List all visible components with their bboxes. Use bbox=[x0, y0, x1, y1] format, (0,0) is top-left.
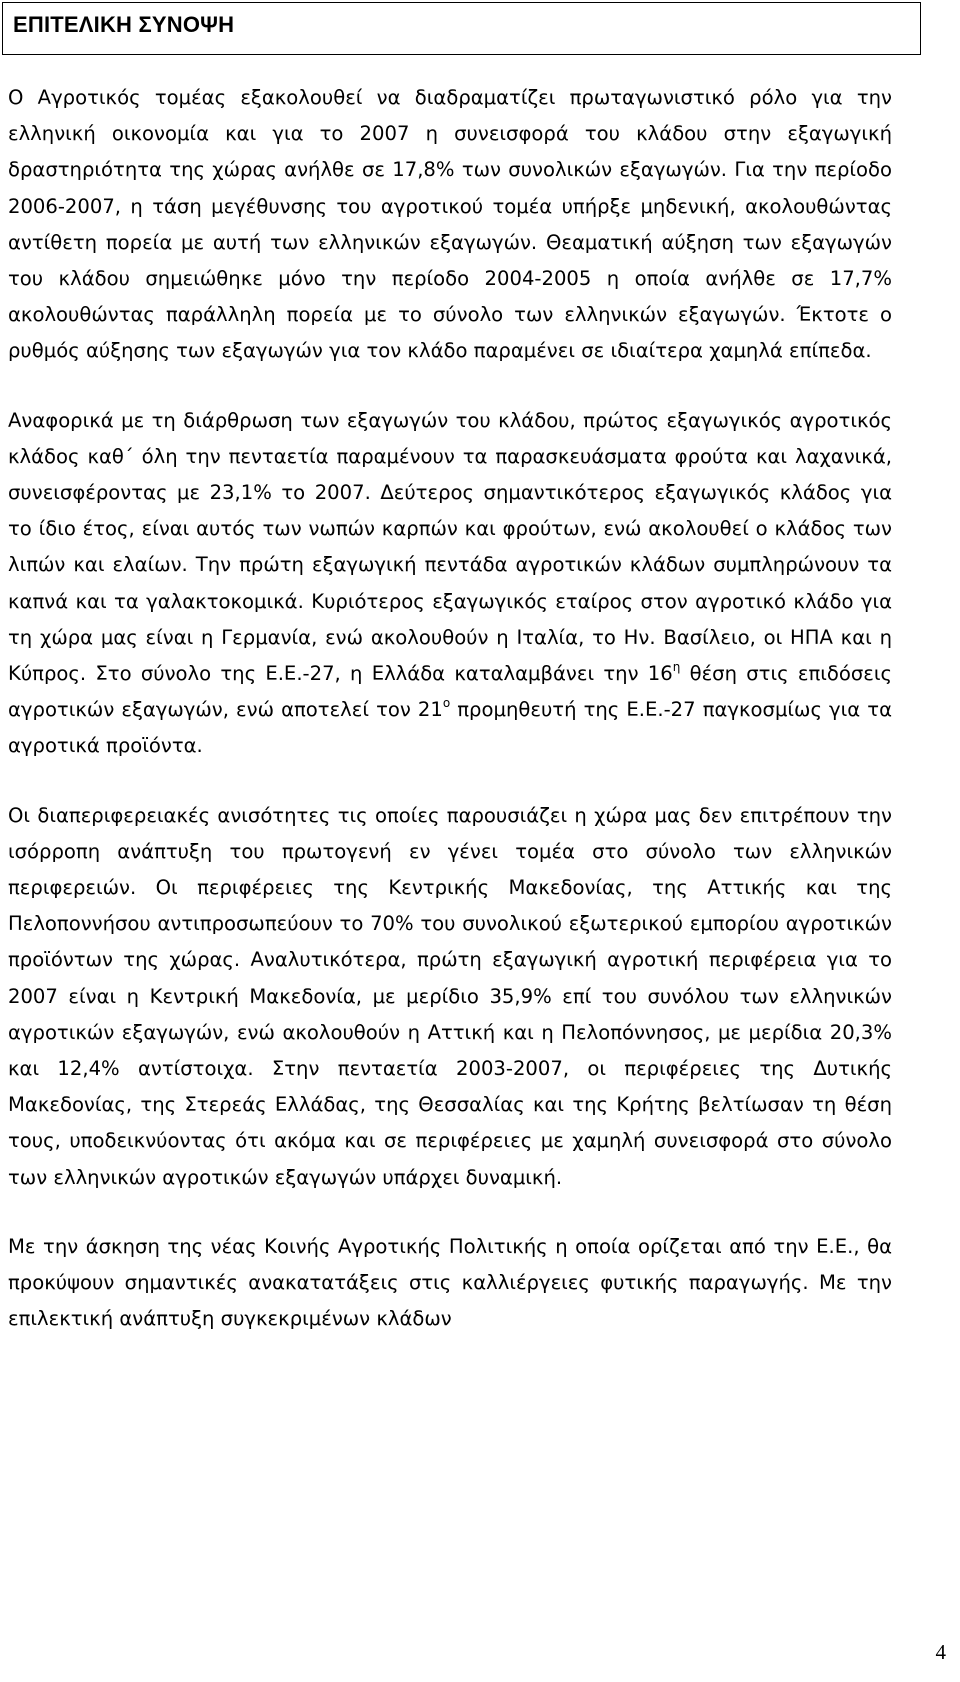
page-title: ΕΠΙΤΕΛΙΚΗ ΣΥΝΟΨΗ bbox=[13, 12, 235, 37]
paragraph-2 bbox=[8, 403, 892, 765]
superscript-ordinal-16: η bbox=[672, 659, 681, 674]
title-box bbox=[2, 2, 921, 55]
page-number: 4 bbox=[935, 1640, 946, 1664]
paragraph-2-part-b: θέση στις επιδόσεις αγροτικών εξαγωγών, ενώ αποτελεί τον 21 bbox=[8, 662, 892, 722]
paragraph-1: Ο Αγροτικός τομέας εξακολουθεί να διαδραματίζει πρωταγωνιστικό ρόλο για την ελληνική οικονομία και για το 2007 η συνεισφορά του κλάδου στην εξαγωγική δραστηριότητα της χώρας ανήλθε σε 17,8% των συνολικών εξαγωγών. Για την περίοδο 2006-2007, η τάση μεγέθυνσης του αγροτικού τομέα υπήρξε μηδενική, ακολουθώντας αντίθετη πορεία με αυτή των ελληνικών εξαγωγών. Θεαματική αύξηση των εξαγωγών του κλάδου σημειώθηκε μόνο την περίοδο 2004-2005 η οποία ανήλθε σε 17,7% ακολουθώντας παράλληλη πορεία με το σύνολο των ελληνικών εξαγωγών. Έκτοτε ο ρυθμός αύξησης των εξαγωγών για τον κλάδο παραμένει σε ιδιαίτερα χαμηλά επίπεδα. bbox=[8, 86, 892, 363]
paragraph-2-part-c: προμηθευτή της Ε.Ε.-27 παγκοσμίως για τα αγροτικά προϊόντα. bbox=[8, 698, 892, 758]
paragraph-3: Οι διαπεριφερειακές ανισότητες τις οποίες παρουσιάζει η χώρα μας δεν επιτρέπουν την ισόρροπη ανάπτυξη του πρωτογενή εν γένει τομέα στο σύνολο των ελληνικών περιφερειών. Οι περιφέρειες της Κεντρικής Μακεδονίας, της Αττικής και της Πελοποννήσου αντιπροσωπεύουν το 70% του συνολικού εξωτερικού εμπορίου αγροτικών προϊόντων της χώρας. Αναλυτικότερα, πρώτη εξαγωγική αγροτική περιφέρεια για το 2007 είναι η Κεντρική Μακεδονία, με μερίδιο 35,9% επί του συνόλου των ελληνικών αγροτικών εξαγωγών, ενώ ακολουθούν η Αττική και η Πελοπόννησος, με μερίδια 20,3% και 12,4% αντίστοιχα. Στην πενταετία 2003-2007, οι περιφέρειες της Δυτικής Μακεδονίας, της Στερεάς Ελλάδας, της Θεσσαλίας και της Κρήτης βελτίωσαν τη θέση τους, υποδεικνύοντας ότι ακόμα και σε περιφέρειες με χαμηλή συνεισφορά στο σύνολο των ελληνικών αγροτικών εξαγωγών υπάρχει δυναμική. bbox=[8, 803, 892, 1189]
superscript-ordinal-21: ο bbox=[442, 695, 451, 710]
paragraph-4: Με την άσκηση της νέας Κοινής Αγροτικής Πολιτικής η οποία ορίζεται από την Ε.Ε., θα προκύψουν σημαντικές ανακατατάξεις στις καλλιέργειες φυτικής παραγωγής. Με την επιλεκτική ανάπτυξη συγκεκριμένων κλάδων bbox=[8, 1234, 892, 1331]
paragraph-2-part-a: Αναφορικά με τη διάρθρωση των εξαγωγών του κλάδου, πρώτος εξαγωγικός αγροτικός κλάδος καθ΄ όλη την πενταετία παραμένουν τα παρασκευάσματα φρούτα και λαχανικά, συνεισφέροντας με 23,1% το 2007. Δεύτερος σημαντικότερος εξαγωγικός κλάδος για το ίδιο έτος, είναι αυτός των νωπών καρπών και φρούτων, ενώ ακολουθεί ο κλάδος των λιπών και ελαίων. Την πρώτη εξαγωγική πεντάδα αγροτικών κλάδων συμπληρώνουν τα καπνά και τα γαλακτοκομικά. Κυριότερος εξαγωγικός εταίρος στον αγροτικό κλάδο για τη χώρα μας είναι η Γερμανία, ενώ ακολουθούν η Ιταλία, το Ην. Βασίλειο, οι ΗΠΑ και η Κύπρος. Στο σύνολο της Ε.Ε.-27, η Ελλάδα καταλαμβάνει την 16 bbox=[8, 408, 892, 686]
document-body bbox=[8, 80, 892, 1338]
